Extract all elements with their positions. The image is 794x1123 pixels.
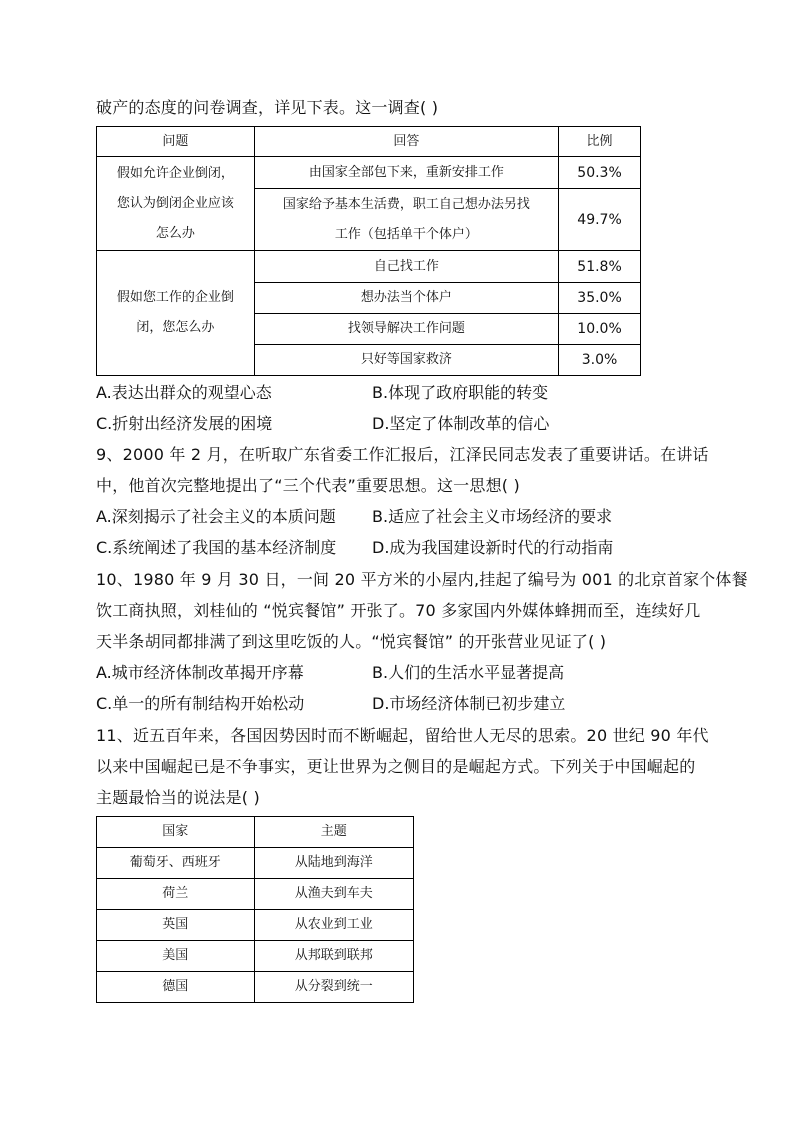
table-row	[97, 879, 414, 910]
q8-option-c: C.折射出经济发展的困境	[96, 414, 273, 433]
q10-option-c: C.单一的所有制结构开始松动	[96, 694, 305, 713]
theme-cell: 从邦联到联邦	[254, 941, 413, 972]
table-row	[97, 157, 641, 189]
q9-option-c: C.系统阐述了我国的基本经济制度	[96, 538, 337, 557]
ratio-cell: 10.0%	[559, 314, 641, 345]
q9-option-a: A.深刻揭示了社会主义的本质问题	[96, 507, 336, 526]
table-row	[97, 941, 414, 972]
q11-stem-line-3: 主题最恰当的说法是( )	[96, 788, 260, 807]
q11-stem-line-2: 以来中国崛起已是不争事实，更让世界为之侧目的是崛起方式。下列关于中国崛起的	[96, 757, 696, 776]
country-cell: 葡萄牙、西班牙	[97, 848, 255, 879]
q8-option-b: B.体现了政府职能的转变	[372, 383, 549, 402]
ratio-cell: 49.7%	[559, 189, 641, 251]
ratio-cell: 50.3%	[559, 157, 641, 189]
table-header-row	[97, 817, 414, 848]
answer-cell: 想办法当个体户	[254, 283, 558, 314]
q10-option-d: D.市场经济体制已初步建立	[372, 694, 566, 713]
rise-table	[96, 816, 414, 1003]
question-1: 假如允许企业倒闭， 您认为倒闭企业应该 怎么办	[97, 157, 255, 251]
q9-stem-line-2: 中，他首次完整地提出了“三个代表”重要思想。这一思想( )	[96, 476, 520, 495]
q10-option-a: A.城市经济体制改革揭开序幕	[96, 663, 304, 682]
table-row	[97, 848, 414, 879]
theme-cell: 从陆地到海洋	[254, 848, 413, 879]
q10-stem-line-3: 天半条胡同都排满了到这里吃饭的人。“悦宾餐馆” 的开张营业见证了( )	[96, 632, 607, 651]
q10-stem-line-1: 10、1980 年 9 月 30 日，一间 20 平方米的小屋内,挂起了编号为 001 的北京首家个体餐	[96, 570, 748, 589]
country-cell: 英国	[97, 910, 255, 941]
table-header-row	[97, 127, 641, 157]
intro-line: 破产的态度的问卷调查，详见下表。这一调查( )	[96, 98, 439, 117]
header-country: 国家	[97, 817, 255, 848]
header-ratio: 比例	[559, 127, 641, 157]
answer-cell: 自己找工作	[254, 251, 558, 283]
ratio-cell: 51.8%	[559, 251, 641, 283]
table-row	[97, 972, 414, 1003]
answer-cell: 由国家全部包下来，重新安排工作	[254, 157, 558, 189]
q8-option-d: D.坚定了体制改革的信心	[372, 414, 550, 433]
q11-stem-line-1: 11、近五百年来，各国因势因时而不断崛起，留给世人无尽的思索。20 世纪 90 年代	[96, 726, 709, 745]
q9-option-b: B.适应了社会主义市场经济的要求	[372, 507, 613, 526]
country-cell: 德国	[97, 972, 255, 1003]
table-row	[97, 910, 414, 941]
header-answer: 回答	[254, 127, 558, 157]
theme-cell: 从农业到工业	[254, 910, 413, 941]
q10-option-b: B.人们的生活水平显著提高	[372, 663, 565, 682]
q8-option-a: A.表达出群众的观望心态	[96, 383, 272, 402]
answer-cell: 找领导解决工作问题	[254, 314, 558, 345]
header-theme: 主题	[254, 817, 413, 848]
q10-stem-line-2: 饮工商执照，刘桂仙的 “悦宾餐馆” 开张了。70 多家国内外媒体蜂拥而至，连续好几	[96, 601, 701, 620]
header-question: 问题	[97, 127, 255, 157]
answer-cell: 只好等国家救济	[254, 345, 558, 376]
question-2: 假如您工作的企业倒 闭，您怎么办	[97, 251, 255, 376]
country-cell: 美国	[97, 941, 255, 972]
survey-table	[96, 126, 641, 376]
theme-cell: 从分裂到统一	[254, 972, 413, 1003]
answer-cell: 国家给予基本生活费，职工自己想办法另找 工作（包括单干个体户）	[254, 189, 558, 251]
ratio-cell: 3.0%	[559, 345, 641, 376]
theme-cell: 从渔夫到车夫	[254, 879, 413, 910]
table-row	[97, 251, 641, 283]
ratio-cell: 35.0%	[559, 283, 641, 314]
q9-option-d: D.成为我国建设新时代的行动指南	[372, 538, 614, 557]
q9-stem-line-1: 9、2000 年 2 月，在听取广东省委工作汇报后，江泽民同志发表了重要讲话。在讲话	[96, 445, 709, 464]
country-cell: 荷兰	[97, 879, 255, 910]
